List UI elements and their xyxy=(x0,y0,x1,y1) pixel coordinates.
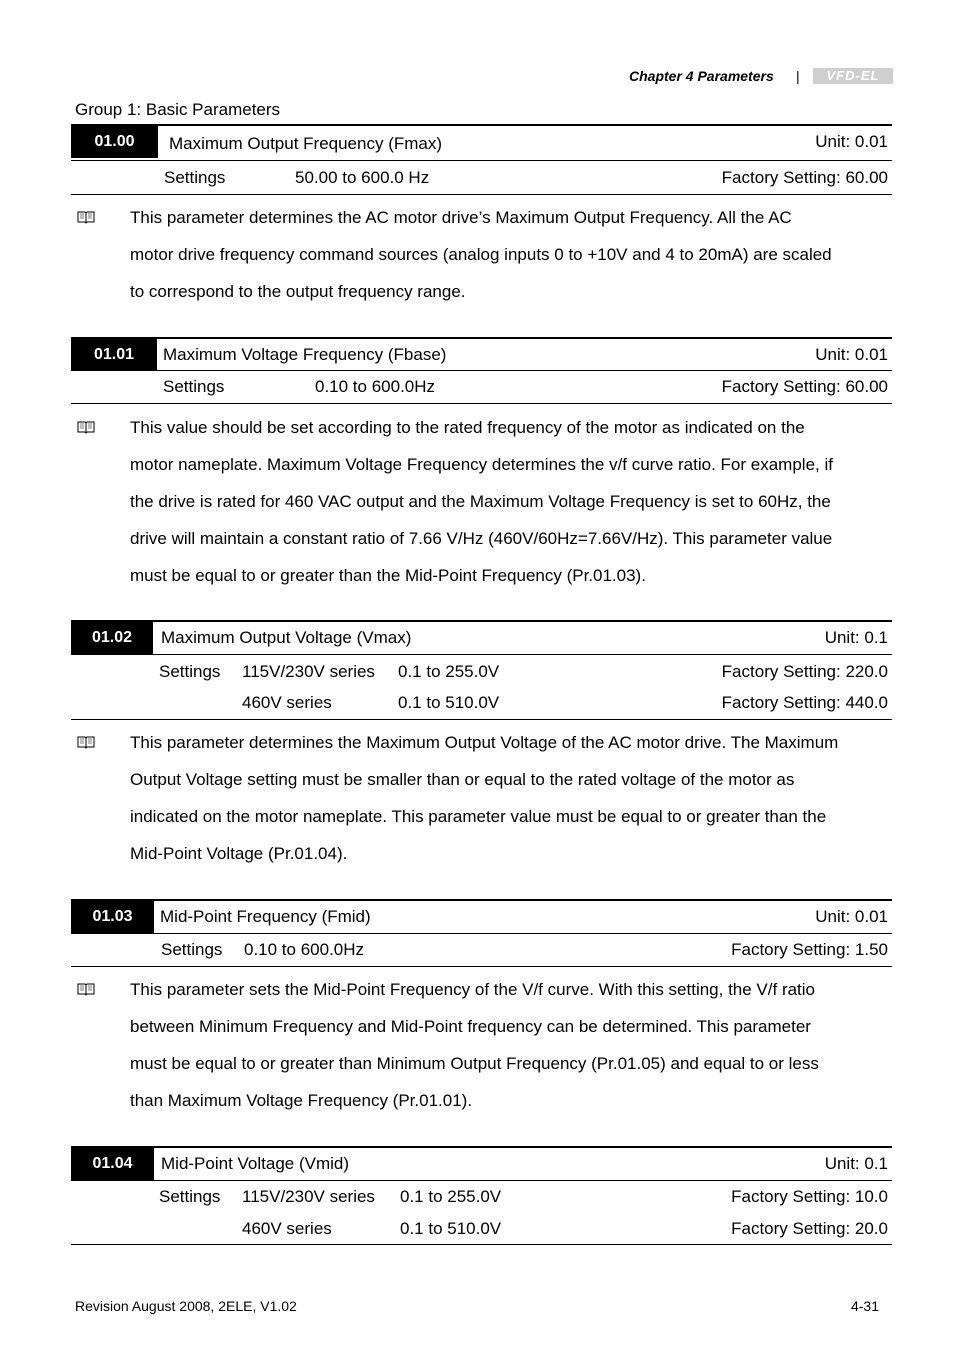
setting-range: 0.1 to 510.0V xyxy=(398,693,500,712)
factory-setting: Factory Setting: 1.50 xyxy=(731,940,888,959)
setting-series: 115V/230V series xyxy=(242,662,375,681)
divider xyxy=(71,719,892,720)
param-description xyxy=(130,409,900,594)
param-code: 01.00 xyxy=(71,126,158,158)
description-line: This parameter sets the Mid-Point Frequency of the V/f curve. With this setting, the V/f ratio xyxy=(130,980,816,999)
divider xyxy=(71,1244,892,1245)
description-line: must be equal to or greater than Minimum Output Frequency (Pr.01.05) and equal to or less xyxy=(130,1054,819,1073)
param-unit: Unit: 0.1 xyxy=(824,628,888,647)
param-name: Mid-Point Voltage (Vmid) xyxy=(161,1154,350,1173)
divider xyxy=(71,933,892,934)
setting-range: 0.10 to 600.0Hz xyxy=(244,940,365,959)
book-icon xyxy=(77,210,95,224)
param-unit: Unit: 0.01 xyxy=(815,132,888,151)
description-line: between Minimum Frequency and Mid-Point frequency can be determined. This parameter xyxy=(130,1017,811,1036)
description-line: than Maximum Voltage Frequency (Pr.01.01). xyxy=(130,1091,473,1110)
divider xyxy=(71,1146,892,1148)
settings-label: Settings xyxy=(164,168,226,187)
setting-series: 115V/230V series xyxy=(242,1187,375,1206)
param-unit: Unit: 0.01 xyxy=(815,907,888,926)
book-icon xyxy=(77,735,95,749)
divider xyxy=(71,899,892,901)
setting-series: 460V series xyxy=(242,693,332,712)
param-code: 01.02 xyxy=(71,622,153,654)
settings-label: Settings xyxy=(163,377,225,396)
page-number: 4-31 xyxy=(850,1298,879,1314)
divider xyxy=(71,966,892,967)
description-line: motor nameplate. Maximum Voltage Frequency determines the v/f curve ratio. For example, if xyxy=(130,455,833,474)
param-code: 01.03 xyxy=(71,901,154,933)
description-line: This value should be set according to the rated frequency of the motor as indicated on the xyxy=(130,418,805,437)
setting-range: 0.10 to 600.0Hz xyxy=(315,377,436,396)
book-icon xyxy=(77,420,95,434)
setting-range: 0.1 to 510.0V xyxy=(400,1219,502,1238)
divider xyxy=(71,620,892,622)
divider xyxy=(71,124,892,126)
settings-label: Settings xyxy=(159,662,221,681)
factory-setting: Factory Setting: 220.0 xyxy=(721,662,888,681)
param-name: Mid-Point Frequency (Fmid) xyxy=(160,907,371,926)
description-line: to correspond to the output frequency range. xyxy=(130,282,466,301)
param-unit: Unit: 0.01 xyxy=(815,345,888,364)
param-name: Maximum Output Voltage (Vmax) xyxy=(161,628,412,647)
description-line: the drive is rated for 460 VAC output and the Maximum Voltage Frequency is set to 60Hz, the xyxy=(130,492,831,511)
description-line: motor drive frequency command sources (analog inputs 0 to +10V and 4 to 20mA) are scaled xyxy=(130,245,832,264)
param-code: 01.04 xyxy=(71,1148,154,1180)
param-description xyxy=(130,199,900,310)
setting-series: 460V series xyxy=(242,1219,332,1238)
settings-label: Settings xyxy=(161,940,223,959)
book-icon xyxy=(77,982,95,996)
divider xyxy=(71,370,892,371)
param-code: 01.01 xyxy=(71,339,157,370)
divider xyxy=(71,160,892,161)
param-name: Maximum Output Frequency (Fmax) xyxy=(169,134,443,153)
description-line: drive will maintain a constant ratio of 7.66 V/Hz (460V/60Hz=7.66V/Hz). This parameter value xyxy=(130,529,833,548)
param-description xyxy=(130,724,900,872)
param-name: Maximum Voltage Frequency (Fbase) xyxy=(163,345,447,364)
description-line: Mid-Point Voltage (Pr.01.04). xyxy=(130,844,348,863)
setting-range: 50.00 to 600.0 Hz xyxy=(295,168,430,187)
settings-label: Settings xyxy=(159,1187,221,1206)
revision-note: Revision August 2008, 2ELE, V1.02 xyxy=(75,1298,297,1314)
param-unit: Unit: 0.1 xyxy=(824,1154,888,1173)
divider xyxy=(71,194,892,195)
factory-setting: Factory Setting: 60.00 xyxy=(721,168,888,187)
header-separator: | xyxy=(796,68,800,84)
divider xyxy=(71,337,892,339)
factory-setting: Factory Setting: 10.0 xyxy=(731,1187,888,1206)
description-line: must be equal to or greater than the Mid-Point Frequency (Pr.01.03). xyxy=(130,566,646,585)
divider xyxy=(71,1180,892,1181)
group-title: Group 1: Basic Parameters xyxy=(75,100,281,119)
description-line: This parameter determines the Maximum Output Voltage of the AC motor drive. The Maximum xyxy=(130,733,839,752)
factory-setting: Factory Setting: 60.00 xyxy=(721,377,888,396)
chapter-title: Chapter 4 Parameters xyxy=(629,68,774,84)
description-line: indicated on the motor nameplate. This parameter value must be equal to or greater than the xyxy=(130,807,827,826)
logo-text: VFD-EL xyxy=(826,68,880,83)
factory-setting: Factory Setting: 440.0 xyxy=(721,693,888,712)
setting-range: 0.1 to 255.0V xyxy=(400,1187,502,1206)
setting-range: 0.1 to 255.0V xyxy=(398,662,500,681)
param-description xyxy=(130,971,900,1119)
divider xyxy=(71,654,892,655)
factory-setting: Factory Setting: 20.0 xyxy=(731,1219,888,1238)
description-line: Output Voltage setting must be smaller than or equal to the rated voltage of the motor as xyxy=(130,770,795,789)
description-line: This parameter determines the AC motor drive’s Maximum Output Frequency. All the AC xyxy=(130,208,792,227)
divider xyxy=(71,403,892,404)
product-logo xyxy=(813,68,893,84)
